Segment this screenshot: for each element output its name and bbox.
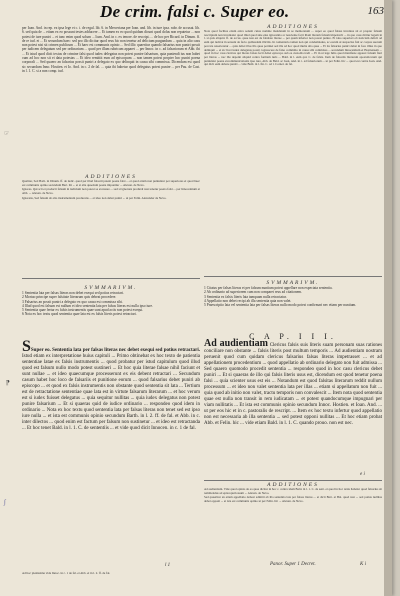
additiones-heading: ADDITIONES	[267, 482, 319, 488]
left-top-text	[22, 26, 200, 173]
right-summarium	[204, 280, 382, 330]
summary-item: 5 Praescriptio lata vel sententia lata per falsas literas nullo modo potest confirmari nec etiam per nuntium.	[204, 303, 357, 308]
page-header	[0, 2, 392, 24]
divider	[204, 480, 382, 481]
summary-item: 3 Falsarius an possit puniri a delegato ex quo causa est commissa sibi.	[22, 299, 123, 304]
page-signature: l 1	[165, 563, 171, 568]
chapter-opening: Ad audientiam	[204, 338, 269, 349]
summary-item: 1 Citatus per falsas literas et per falsum nuntium potest appellare non expectata sententia.	[204, 286, 333, 290]
gathering-mark: K i	[360, 562, 366, 567]
summary-item: 3 Sententia ex falsis literis lata tamquam nulla retractatur.	[204, 294, 287, 299]
summary-item: 5 Sententia quae fertur ex falsis instrumentis quae sunt apud actis non potest exequi.	[22, 308, 144, 313]
page-edge	[384, 0, 392, 596]
chapter-section	[204, 332, 382, 470]
divider	[204, 276, 382, 277]
drop-cap: S	[22, 340, 31, 355]
ink-flourish-icon: ∫	[4, 498, 6, 506]
summary-item: 2 Mortuo principe super falsitate literarum quis debeat procedere.	[22, 295, 117, 300]
page-number: 163	[367, 5, 384, 17]
opening-line: Super eo. Sententia lata per falsas literas nec debet exequi sed potius retractari.	[30, 348, 200, 353]
summary-item: 6 Nota ex hoc textu quod sententia quae lata est ex falsis literis potest retractari.	[22, 312, 137, 317]
body-text: Istud etiam ex interpretatione huius capituli ... Primo obtinebat ex hoc texto de patientia sententiae latae ex falsis instrumentis ... quod probatur per istud capitulum quod illud quod est falsum nullo modo potest sustineri ... Et hoc quia literae falsae nihil faciunt et sunt nullae ... et ideo quaecumque processerunt ex eis debent retractari ... Secundum casum habet hoc loco de falsariis et punitione eorum ... quod falsarius debet puniri ab episcopo ... et quod ex falsis instrumentis non obstante quod sententia sit lata ... Tertium est de retractatione sententiae quae lata est in virtute falsarum literarum ... et hoc verum est si iudex fuisset delegatus ... quia sequitur nullitas ... quia iudex delegatus non potest punire falsarium ... Et si quaeras quid de iudice ordinario ... respondeo quod idem in ordinario ... Nota ex hoc textu quod sententia lata per falsas literas non tenet sed est ipso iure nulla ... et ista est communis opinio secundum Barth. in l. 2. ff. de fal. et Abb. in c. inter dilectos ... quod enim est factum per falsum non sustinetur ... et ideo est retractanda ... Et hoc tenet Bald. in l. 1. C. de sententiis ... et vide quod dicit Innocen. in c. 1 de fal.	[22, 354, 200, 431]
chapter-number: C A P. I I I.	[249, 332, 337, 341]
left-summarium	[22, 285, 200, 337]
additio-item: Sed quaeritur an etiam appellatio debeat admitti ab illa sententia lata per falsas literas ... et dicit Bart. et Bal. quod non ... sed potius nullitas debet opponi ... et ista est communis opinio ut per Felin. hic ... Alexan. de Nevo.	[204, 495, 382, 504]
commentary-text: per Ioan. And. in rep. ex ipsa lege et c. i. de regul. lib. 6. in Merceriana per Ioan. and. lib. in iure ipsa. rubr. de accusat. lib. 6. sed quia de ... etiam ex eo possunt testes adducere ... Et tamen ex eo quod quidam dicunt quod dolus non reputetur ... non potest de iure puniri ... et tunc enim quod solum ... Ioan. And. in c. ex tenore. de rescript. ... de hoc per Ricard. in Dinum. ff. de re iud. et ... Et secundum haec: sed pro illo dicitur quod reus hic non tenetur ad delictum purgandum ... quia in alio casu non potest nisi sit crimen publicum ... Et haec est communis opinio ... Sed illic quaeritur quando falsarius non puniri possit per iudicem delegatum sed per ordinarium ... quod per illam rubricam apparet ... per Innoc. in c. ad falsariorum et Abb. ibi ... Et istud quod dicit textus de crimine falsi quod iudex delegatus non potest punire falsarium, quia puniendi ius non habet cum ad hoc non sit ei data potestas ... Et ideo remittit eum ad episcopum ... non tamen potest propter hoc puniri poena corporali ... Sed quaero an falsarius possit puniri a delegato ex quo delinquit in causa sibi commissa. Dicendum est quod sic secundum Inno. Hostien. et Io. And. in c. 2 de fal. ... quia ibi habetur quod delegatus potest punire ... per Pau. de Cast. in l. 1. C. si a non comp. iud.	[22, 26, 200, 73]
summary-item: 4 Appellatio non debet recipi ab illa sententia quia non valet.	[204, 298, 292, 303]
summarium-heading: SVMMARIVM.	[266, 280, 320, 286]
chapter-text: Clericus falsis suis literis suam personam suas rationes conciliare non obstante ... falsis literis post multum temporis ... Ad audientiam nostram peruenit quod cum quidam clericus falsarius falsas literas impetrasset ... et ad appellationem procedentium ... quod appellatio ab ordinario delegato non fuit admissa ... Sed quaero quomodo procedit sententia ... respondeo quod in hoc casu clericus debet puniri ... Et si quaeras de illo qui falsis literis usus est, dicendum est quod tenetur poena falsi ... quia scienter usus est eis ... Notandum est quod falsitas literarum reddit nullum processum ... et ideo non valet sententia lata per illas ... etiam si appellatum non fuit ... quia quod ab initio non valet, tractu temporis non convalescit ... Item nota quod sententia quae est nulla non transit in rem iudicatam ... et potest quandocumque impugnari per viam nullitatis ... Et ista est communis opinio secundum Innoc. Hostien. et Ioan. And. ... ut per eos hic et in c. pastoralis de rescript. ... Item ex hoc textu infertur quod appellatio non est necessaria ab illa sententia ... sed potest opponi nullitas ... Et hoc etiam probat Abb. et Felin. hic ... vide etiam Bald. in l. 1. C. quando prouo. non est nec.	[204, 343, 382, 426]
bottom-note: Ad hoc plenissime vide Innoc. in c. 1 de fal. et Abb. et in l. 2. ff. de fal.	[22, 571, 111, 575]
additio-item: Ad audientiam. Vide quod opinio de ea quae dicitur in hoc c. contra idem Bald. in l. 1. C. de sent. et quod in hoc textu habetur quod falsarius sit remittendus ad episcopum suum ... Alexan. de Nevo.	[204, 487, 382, 495]
top-right-additiones	[204, 24, 382, 274]
summary-item: 1 Sententia lata per falsas literas non debet exequi sed potius retractari.	[22, 291, 124, 295]
additio-item: Ignorans, Sed falsum ab alio instrumentum producens ... et ideo non debet puniri ... ut per Felin. Alexander de Nevo.	[22, 195, 167, 200]
summary-item: 2 Ab ordinario ad superiorem cum non comparet reus ad citationem.	[204, 290, 303, 295]
additio-item: Ignoras. Qui scit et producit falsum in iudicium non potest se excusare ... sed si ignorans produxit non tenetur poena falsi ... per Innocentium et Abb. ... Alexan. de Nevo.	[22, 187, 200, 196]
additiones-heading: ADDITIONES	[267, 24, 319, 30]
left-additiones	[22, 174, 200, 274]
left-main-body	[22, 340, 200, 562]
additio-item: Qualiter, Sed Barb. in Dinum. ff. de iudic. quod per illud falsarii patent poena falsi ... et quod etiam non puniuntur per superiores et quod haec est communis opinio secundum Bart. ibi ... et si alia quaedam poena imponitur ... Alexan. de Nevo.	[22, 179, 200, 187]
right-additiones	[204, 482, 382, 558]
divider	[22, 278, 200, 279]
additiones-text: Nota quod facilius etiam extra sedem cuius nomine mandatum in se memoratum ... super eo quod falsus inventus sit et propter falsum rescriptum non inveniatur quod illud quod sine eius ignorantia ac nesciente facti illam literam falsam impetravit ... in quo casu dicitur legem in l. si quis aliquid. ff. de accus. quae non est de falsitate literae ... per quam inferior non potest punire. Et ideo superiori ob noticiam delicti ad eum qui iudicat in seruant de facto quibusdam illicitis. In comentario tamen non qui condemnatus, ac eorum ut suspectus fuit ac corpus suorum peccata reuerteretur ... quia debet illos illa quae pertinet sed ille ad hoc quod multa alia quae ... Et ita falsarius puniri debet in foro illius in quo delinquit ... et sic licet iudex delegatus possit cognoscere de falso committo in causa sibi commissa ... secundum Innocentium et Hostiensem ... quod in hoc casu clericus qui literas falsas fecit debet episcopo sub ea custodia tradi ... Et in ut lege Iulia quod manifeste apparet falsum fieri per literas ... nec ille deponit aliquid contra formam iuris ... Bald. in l. eum qui. C. de falsis. Item de falsariis literarum apostolicarum qui puniuntur poena excommunicationis ipso iure. Abb. de Bald. ac Ioan. And. in c. ad falsariorum ... ut per Felin. hic ... quod est contra Ioan. And. qui dicit eum debere puniri ... vide Bald. in l. fin. C. ad l. Cornel. de fal.	[204, 29, 382, 67]
summary-item: 4 Illud quod est falsum est nullum et ideo sententia lata per falsas literas est nulla ipso iure.	[22, 303, 153, 308]
running-title: De crim. falsi c. Super eo.	[100, 2, 290, 21]
summarium-heading: SVMMARIVM.	[84, 285, 138, 291]
chapter-bottom-note: e i	[360, 472, 365, 477]
additiones-heading: ADDITIONES	[85, 174, 137, 180]
printer-signature: Panor. Super 1 Decret.	[270, 562, 316, 567]
margin-mark-icon: ☞	[4, 131, 10, 137]
margin-mark-icon: ⁋	[6, 381, 10, 387]
